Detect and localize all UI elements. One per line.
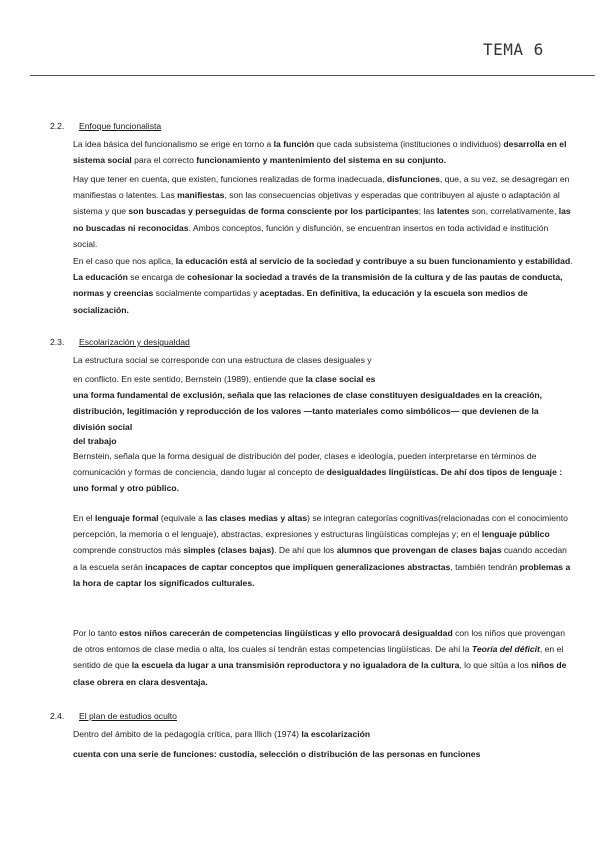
section-title: Enfoque funcionalista [79,121,162,131]
paragraph: En el caso que nos aplica, la educación está al servicio de la sociedad y contribuye a su buen funcionamiento y estabilidad. La educación se encarga de cohesionar la sociedad a través de la transmisión de la cultura y de las pautas de conducta, normas y creencias socialmente compartidas y aceptadas. En definitiva, la educación y la escuela son medios de socialización. [73,256,573,315]
section-number: 2.2. [50,121,65,131]
section-title: El plan de estudios oculto [79,711,177,721]
section-heading-2-3 [50,337,190,348]
paragraph: Por lo tanto estos niños carecerán de competencias lingüísticas y ello provocará desigualdad con los niños que provengan de otros entornos de clase media o alta, los cuales sí tendrán estas competencias lingüísticas. De ahí la Teoría del déficit, en el sentido de que la escuela da lugar a una transmisión reproductora y no igualadora de la cultura, lo que sitúa a los niños de clase obrera en clara desventaja. [73,628,567,687]
paragraph: Hay que tener en cuenta, que existen, funciones realizadas de forma inadecuada, disfunciones, que, a su vez, se desagregan en manifiestas o latentes. Las manifiestas, son las consecuencias objetivas y esperadas que contribuyen al ajuste o adaptación al sistema y que son buscadas y perseguidas de forma consciente por los participantes; las latentes son, correlativamente, las no buscadas ni reconocidas. Ambos conceptos, función y disfunción, se encuentran insertos en toda actividad e institución social. [73,174,571,249]
paragraph: En el lenguaje formal (equivale a las clases medias y altas) se integran categorías cognitivas(relacionadas con el conocimiento percepción, la memoria o el lenguaje), abstractas, expresiones y estructuras lingüísticas complejas y; en el lenguaje público comprende constructos más simples (clases bajas). De ahí que los alumnos que provengan de clases bajas cuando accedan a la escuela serán incapaces de captar conceptos que impliquen generalizaciones abstractas, también tendrán problemas a la hora de captar los significados culturales. [73,513,571,588]
paragraph-line: del trabajo [73,436,117,446]
section-number: 2.4. [50,711,65,721]
header-divider [30,75,595,76]
section-heading-2-2 [50,121,161,132]
page-title: TEMA 6 [483,40,544,59]
paragraph-line: La estructura social se corresponde con una estructura de clases desiguales y [73,355,372,365]
section-heading-2-4 [50,711,177,722]
paragraph: una forma fundamental de exclusión, señala que las relaciones de clase constituyen desigualdades en la creación, distribución, legitimación y reproducción de los valores —tanto materiales como simbólicos— que devienen de la división social [73,390,543,433]
paragraph-line: en conflicto. En este sentido, Bernstein (1989), entiende que la clase social es [73,374,376,384]
section-title: Escolarización y desigualdad [79,337,190,347]
section-number: 2.3. [50,337,65,347]
paragraph: La idea básica del funcionalismo se erige en torno a la función que cada subsistema (instituciones o individuos) desarrolla en el sistema social para el correcto funcionamiento y mantenimiento del sistema en su conjunto. [73,139,567,166]
paragraph: Bernstein, señala que la forma desigual de distribución del poder, clases e ideología, pueden interpretarse en términos de comunicación y formas de conciencia, dando lugar al concepto de desigualdades lingüísticas. De ahí dos tipos de lenguaje : uno formal y otro público. [73,451,563,494]
paragraph-line: Dentro del ámbito de la pedagogía crítica, para Illich (1974) la escolarización [73,729,371,739]
paragraph-line: cuenta con una serie de funciones: custodia, selección o distribución de las personas en funciones [73,749,481,759]
